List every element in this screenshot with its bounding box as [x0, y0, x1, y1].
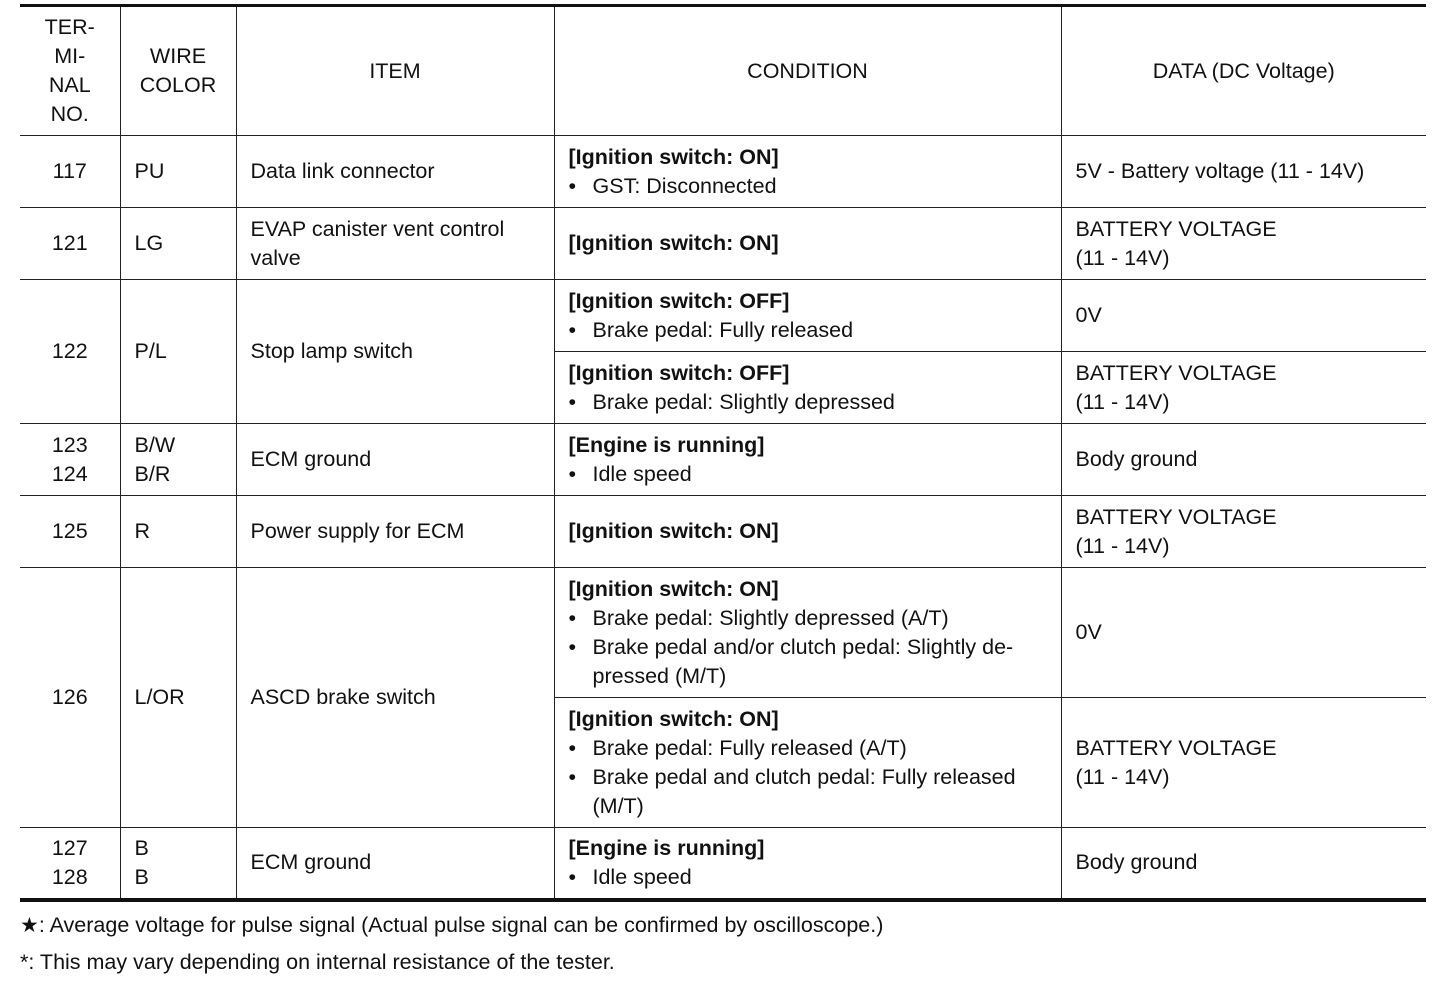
footnote-tester: *: This may vary depending on internal resistance of the tester.	[20, 950, 615, 974]
condition-heading: [Ignition switch: ON]	[568, 576, 779, 601]
wire-color-cell	[120, 280, 236, 424]
condition-bullet-text: Idle speed	[592, 461, 692, 486]
bullet-icon: •	[568, 461, 577, 486]
voltage-data: 0V	[1075, 303, 1102, 327]
condition-cell	[554, 424, 1061, 496]
voltage-data: Body ground	[1075, 850, 1198, 875]
condition-bullet-text: Brake pedal: Fully released (A/T)	[592, 735, 907, 760]
condition-heading: [Engine is running]	[568, 432, 765, 457]
item-cell: ASCD brake switch	[236, 568, 554, 828]
condition-cell	[554, 208, 1061, 280]
bullet-icon: •	[568, 389, 577, 414]
terminal-number: 125	[51, 519, 88, 543]
item-cell: ECM ground	[236, 828, 554, 900]
terminal-number: 117	[52, 159, 87, 183]
condition-bullet-text: Idle speed	[592, 864, 692, 889]
voltage-data-cell	[1061, 828, 1426, 900]
bullet-icon: •	[568, 173, 577, 198]
wire-color: L/OR	[134, 685, 185, 709]
condition-bullet	[569, 863, 1047, 892]
terminal-number: 127	[51, 835, 88, 860]
voltage-data-cell	[1061, 698, 1426, 828]
item-cell: Stop lamp switch	[236, 280, 554, 424]
wire-color-cell	[120, 828, 236, 900]
voltage-data: (11 - 14V)	[1075, 533, 1170, 558]
wire-color-cell	[120, 496, 236, 568]
terminal-number: 124	[51, 461, 88, 486]
table-row	[20, 568, 1426, 698]
wire-color-cell	[120, 136, 236, 208]
voltage-data-cell	[1061, 136, 1426, 208]
item-cell: ECM ground	[236, 424, 554, 496]
terminal-number-cell	[20, 424, 120, 496]
bullet-icon: •	[568, 317, 577, 342]
voltage-data: 5V - Battery voltage (11 - 14V)	[1075, 159, 1365, 183]
wire-color: R	[134, 519, 151, 543]
voltage-data-cell	[1061, 208, 1426, 280]
voltage-data: (11 - 14V)	[1075, 764, 1170, 789]
condition-bullet	[569, 388, 1047, 417]
voltage-data: 0V	[1075, 620, 1102, 644]
condition-cell	[554, 280, 1061, 352]
table-row	[20, 208, 1426, 280]
wire-color-cell	[120, 568, 236, 828]
item-cell: EVAP canister vent control valve	[236, 208, 554, 280]
wire-color-cell	[120, 208, 236, 280]
condition-cell	[554, 568, 1061, 698]
condition-bullet-text: Brake pedal and clutch pedal: Fully released (M/T)	[592, 764, 1016, 818]
terminal-number-cell	[20, 136, 120, 208]
condition-cell	[554, 136, 1061, 208]
condition-bullet	[569, 316, 1047, 345]
asterisk-symbol: *	[20, 950, 29, 974]
wire-color: B	[134, 864, 149, 889]
voltage-data: BATTERY VOLTAGE	[1075, 216, 1277, 241]
condition-heading: [Ignition switch: OFF]	[568, 288, 790, 313]
terminal-number: 121	[51, 231, 88, 255]
condition-bullet-text: Brake pedal and/or clutch pedal: Slightly de-pressed (M/T)	[592, 634, 1014, 688]
ecm-terminal-table	[20, 4, 1426, 902]
terminal-number: 126	[51, 685, 88, 709]
table-row	[20, 280, 1426, 352]
table-row	[20, 828, 1426, 900]
table-row	[20, 496, 1426, 568]
voltage-data: BATTERY VOLTAGE	[1075, 504, 1277, 529]
bullet-icon: •	[568, 634, 577, 659]
wire-color: P/L	[134, 339, 167, 363]
voltage-data: BATTERY VOLTAGE	[1075, 360, 1277, 385]
voltage-data-cell	[1061, 424, 1426, 496]
voltage-data: Body ground	[1075, 447, 1198, 471]
condition-heading: [Engine is running]	[568, 835, 765, 860]
condition-bullet	[569, 460, 1047, 489]
voltage-data: (11 - 14V)	[1075, 389, 1170, 414]
bullet-icon: •	[568, 735, 577, 760]
voltage-data-cell	[1061, 496, 1426, 568]
terminal-number: 123	[51, 432, 88, 457]
wire-color-cell	[120, 424, 236, 496]
terminal-number-cell	[20, 568, 120, 828]
header-condition: CONDITION	[554, 6, 1061, 136]
header-data: DATA (DC Voltage)	[1061, 6, 1426, 136]
condition-heading: [Ignition switch: ON]	[568, 144, 779, 169]
table-header-row	[20, 6, 1426, 136]
condition-heading: [Ignition switch: ON]	[568, 706, 779, 731]
condition-bullet	[569, 763, 1047, 821]
table-row	[20, 136, 1426, 208]
condition-heading: [Ignition switch: ON]	[568, 519, 779, 543]
terminal-number: 122	[51, 339, 88, 363]
table-row	[20, 424, 1426, 496]
wire-color: PU	[134, 159, 165, 183]
wire-color: B	[134, 835, 149, 860]
wire-color: B/W	[134, 432, 176, 457]
condition-heading: [Ignition switch: ON]	[568, 231, 779, 255]
terminal-number-cell	[20, 828, 120, 900]
condition-heading: [Ignition switch: OFF]	[568, 360, 790, 385]
bullet-icon: •	[568, 864, 577, 889]
table-body	[20, 136, 1426, 900]
header-wire-color: WIRE COLOR	[120, 6, 236, 136]
header-item: ITEM	[236, 6, 554, 136]
condition-cell	[554, 698, 1061, 828]
voltage-data: (11 - 14V)	[1075, 245, 1170, 270]
condition-bullet	[569, 172, 1047, 201]
item-cell: Power supply for ECM	[236, 496, 554, 568]
footnote-pulse: ★: Average voltage for pulse signal (Actual pulse signal can be confirmed by oscilloscope.)	[20, 913, 884, 937]
condition-cell	[554, 352, 1061, 424]
terminal-number-cell	[20, 280, 120, 424]
wire-color: LG	[134, 231, 164, 255]
terminal-number-cell	[20, 496, 120, 568]
condition-bullet-text: Brake pedal: Slightly depressed	[592, 389, 895, 414]
voltage-data-cell	[1061, 280, 1426, 352]
bullet-icon: •	[568, 764, 577, 789]
star-icon: ★	[20, 914, 39, 937]
header-terminal-no: TER- MI- NAL NO.	[20, 6, 120, 136]
terminal-number: 128	[51, 864, 88, 889]
voltage-data-cell	[1061, 568, 1426, 698]
condition-bullet	[569, 604, 1047, 633]
condition-bullet	[569, 734, 1047, 763]
item-cell: Data link connector	[236, 136, 554, 208]
voltage-data-cell	[1061, 352, 1426, 424]
condition-bullet	[569, 633, 1047, 691]
condition-bullet-text: Brake pedal: Slightly depressed (A/T)	[592, 605, 949, 630]
terminal-number-cell	[20, 208, 120, 280]
bullet-icon: •	[568, 605, 577, 630]
condition-cell	[554, 828, 1061, 900]
wire-color: B/R	[134, 461, 171, 486]
condition-bullet-text: Brake pedal: Fully released	[592, 317, 854, 342]
voltage-data: BATTERY VOLTAGE	[1075, 735, 1277, 760]
footnotes	[20, 910, 883, 983]
condition-cell	[554, 496, 1061, 568]
condition-bullet-text: GST: Disconnected	[592, 173, 777, 198]
